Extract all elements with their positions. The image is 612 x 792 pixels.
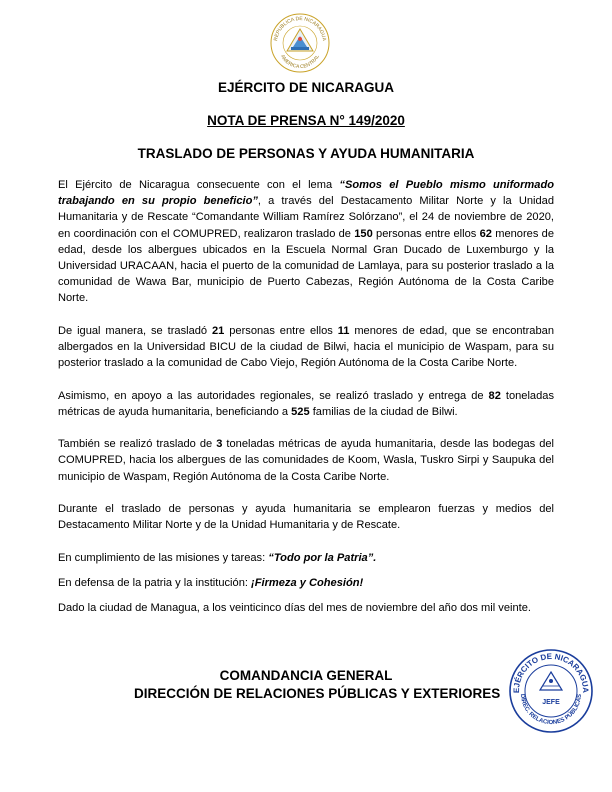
footer-directorate: DIRECCIÓN DE RELACIONES PÚBLICAS Y EXTERIORES [134, 686, 501, 701]
paragraph-1: El Ejército de Nicaragua consecuente con el lema “Somos el Pueblo mismo uniformado trabajando en su propio beneficio”, a través del Destacamento Militar Norte y la Unidad Humanitaria y de Rescate “Comandante William Ramírez Solórzano”, el 24 de noviembre de 2020, en coordinación con el COMUPRED, realizaron traslado de 150 personas entre ellos 62 menores de edad, desde los albergues ubicados en la Escuela Normal Gran Ducado de Luxemburgo y la Universidad URACAAN, hacia el puerto de la comunidad de Lamlaya, para su posterior traslado a la comunidad de Wawa Bar, municipio de Puerto Cabezas, Región Autónoma de la Costa Caribe Norte. [58, 179, 554, 305]
national-emblem-icon [269, 12, 331, 74]
paragraph-7: En defensa de la patria y la institución: ¡Firmeza y Cohesión! [58, 576, 364, 589]
svg-text:DIREC. RELACIONES PÚBLICAS: DIREC. RELACIONES PÚBLICAS [518, 693, 584, 727]
svg-text:REPUBLICA DE NICARAGUA: REPUBLICA DE NICARAGUA [273, 15, 327, 42]
paragraph-5: Durante el traslado de personas y ayuda humanitaria se emplearon fuerzas y medios del Destacamento Militar Norte y de la Unidad Humanitaria y de Rescate. [58, 503, 554, 532]
paragraph-2: De igual manera, se trasladó 21 personas entre ellos 11 menores de edad, que se encontraban albergados en la Universidad BICU de la ciudad de Bilwi, hacia el municipio de Waspam, para su posterior traslado a la comunidad de Cabo Viejo, Región Autónoma de la Costa Caribe Norte. [58, 324, 554, 370]
paragraph-6: En cumplimiento de las misiones y tareas: “Todo por la Patria”. [58, 551, 377, 564]
svg-text:AMERICA CENTRAL: AMERICA CENTRAL [279, 53, 321, 71]
footer-command: COMANDANCIA GENERAL [219, 668, 393, 683]
svg-text:JEFE: JEFE [542, 699, 560, 706]
official-stamp-icon [508, 648, 594, 734]
press-release-title: TRASLADO DE PERSONAS Y AYUDA HUMANITARIA [137, 146, 475, 161]
organization-heading: EJÉRCITO DE NICARAGUA [217, 80, 395, 95]
press-note-number: NOTA DE PRENSA N° 149/2020 [207, 113, 405, 128]
paragraph-4: También se realizó traslado de 3 toneladas métricas de ayuda humanitaria, desde las bodegas del COMUPRED, hacia los albergues de las comunidades de Koom, Wasla, Tuskro Sirpi y Saupuka del municipio de Waspam, Región Autónoma de la Costa Caribe Norte. [58, 438, 554, 483]
paragraph-3: Asimismo, en apoyo a las autoridades regionales, se realizó traslado y entrega de 82 toneladas métricas de ayuda humanitaria, beneficiando a 525 familias de la ciudad de Bilwi. [58, 389, 554, 418]
press-release-body [58, 177, 554, 632]
svg-text:EJÉRCITO DE NICARAGUA: EJÉRCITO DE NICARAGUA [511, 651, 591, 694]
paragraph-8: Dado la ciudad de Managua, a los veinticinco días del mes de noviembre del año dos mil veinte. [58, 602, 531, 614]
